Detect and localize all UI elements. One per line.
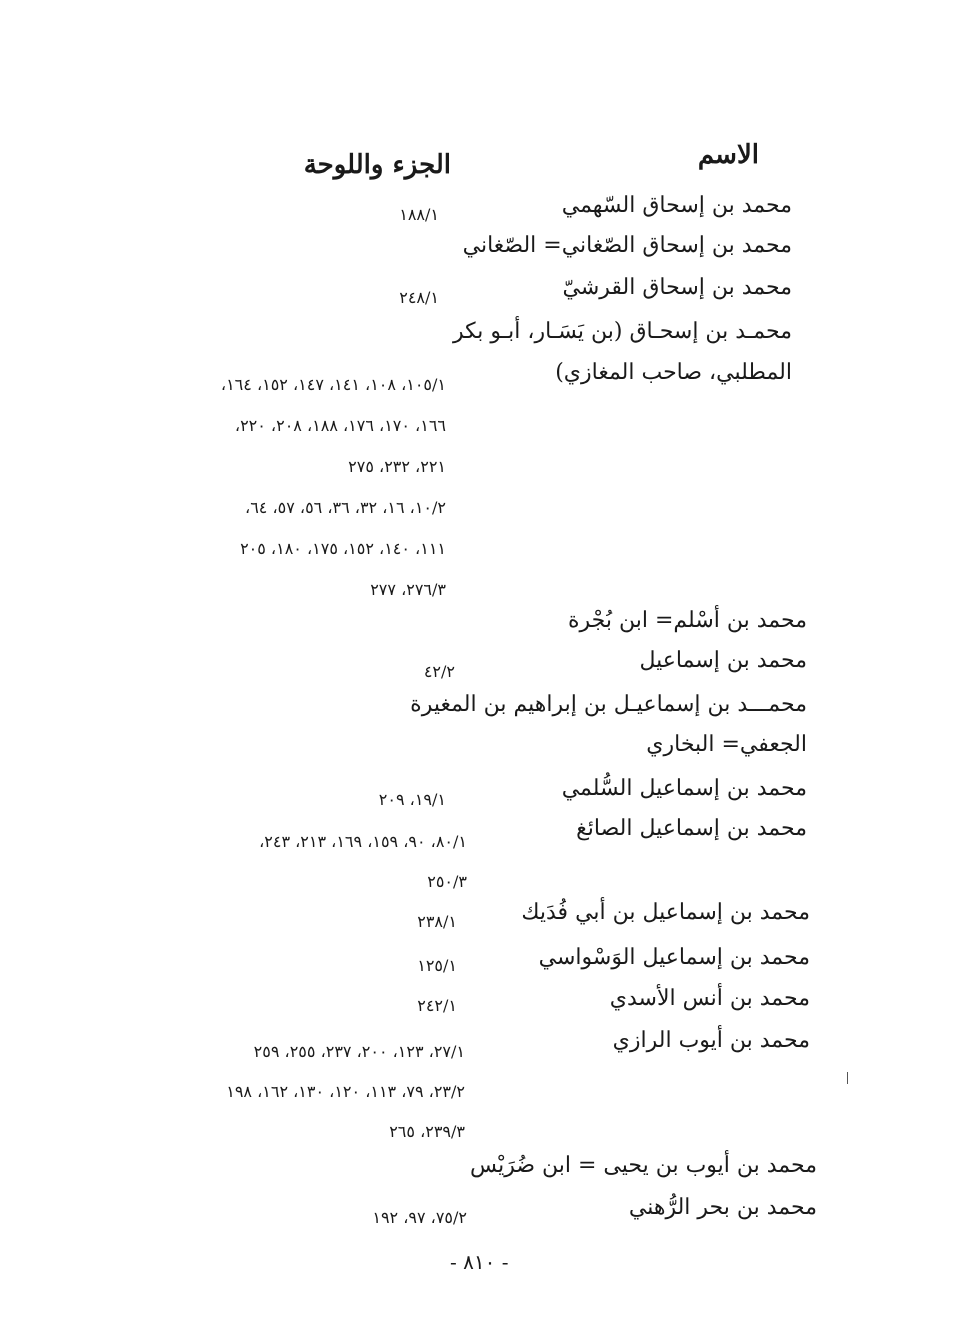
- entry-name: المطلبي، صاحب المغازي): [555, 360, 792, 385]
- entry-ref: ٢٧٦/٣، ٢٧٧: [370, 580, 446, 599]
- entry-name: محمد بن بحر الرُّهني: [628, 1195, 817, 1220]
- entry-name: الجعفي= البخاري: [646, 732, 807, 757]
- entry-ref: ٢٣٩/٣، ٢٦٥: [389, 1122, 465, 1141]
- entry-ref: ٧٥/٢، ٩٧، ١٩٢: [372, 1208, 467, 1227]
- entry-ref: ١٠٥/١، ١٠٨، ١٤١، ١٤٧، ١٥٢، ١٦٤،: [220, 375, 446, 394]
- entry-name: محمد بن إسماعيل الصائغ: [576, 816, 807, 841]
- entry-ref: ٢٤٢/١: [417, 996, 457, 1015]
- entry-name: محمد بن إسحاق الصّغاني= الصّغاني: [462, 233, 792, 258]
- entry-name: محمد بن إسحاق السّهمي: [561, 193, 792, 218]
- entry-ref: ٢٣/٢، ٧٩، ١١٣، ١٢٠، ١٣٠، ١٦٢، ١٩٨: [226, 1082, 465, 1101]
- entry-name: محمد بن إسماعيل الوَسْواسي: [538, 945, 810, 970]
- column-header-name: الاسم: [697, 140, 759, 170]
- entry-name: محمـد بن إسحـاق (بن يَسَـار، أبـو بكر: [452, 319, 792, 344]
- entry-ref: ٢٥٠/٣: [427, 872, 467, 891]
- entry-name: محمد بن أيوب بن يحيى = ابن ضُرَيْس: [470, 1153, 817, 1178]
- entry-ref: ١٦٦، ١٧٠، ١٧٦، ١٨٨، ٢٠٨، ٢٢٠،: [234, 416, 446, 435]
- entry-name: محمد بن إسماعيل السُّلمي: [561, 776, 807, 801]
- entry-ref: ٢٤٨/١: [399, 288, 439, 307]
- entry-name: محمد بن أنس الأسدي: [609, 986, 810, 1011]
- entry-ref: ٢٢١، ٢٣٢، ٢٧٥: [348, 457, 446, 476]
- entry-ref: ١٩/١، ٢٠٩: [378, 790, 446, 809]
- entry-ref: ٨٠/١، ٩٠، ١٥٩، ١٦٩، ٢١٣، ٢٤٣،: [259, 832, 467, 851]
- entry-ref: ١١١، ١٤٠، ١٥٢، ١٧٥، ١٨٠، ٢٠٥: [240, 539, 446, 558]
- entry-name: محمد بن إسماعيل: [639, 648, 807, 673]
- entry-ref: ٢٧/١، ١٢٣، ٢٠٠، ٢٣٧، ٢٥٥، ٢٥٩: [253, 1042, 465, 1061]
- entry-name: محمد بن إسحاق القرشيّ: [562, 275, 792, 300]
- entry-ref: ٤٢/٢: [423, 662, 455, 681]
- page-number: - ٨١٠ -: [450, 1250, 509, 1274]
- margin-mark: [847, 1072, 848, 1084]
- column-header-volume-plate: الجزء واللوحة: [303, 150, 451, 180]
- entry-name: محمد بن أسْلم= ابن بُجْرة: [568, 608, 807, 633]
- entry-ref: ١٨٨/١: [399, 205, 439, 224]
- entry-name: محمد بن أيوب الرازي: [612, 1028, 810, 1053]
- entry-name: محمـــد بن إسماعيـل بن إبراهيم بن المغيرة: [410, 692, 807, 717]
- entry-ref: ١٢٥/١: [417, 956, 457, 975]
- entry-ref: ٢٣٨/١: [417, 912, 457, 931]
- entry-name: محمد بن إسماعيل بن أبي فُدَيك: [521, 900, 810, 925]
- entry-ref: ١٠/٢، ١٦، ٣٢، ٣٦، ٥٦، ٥٧، ٦٤،: [245, 498, 446, 517]
